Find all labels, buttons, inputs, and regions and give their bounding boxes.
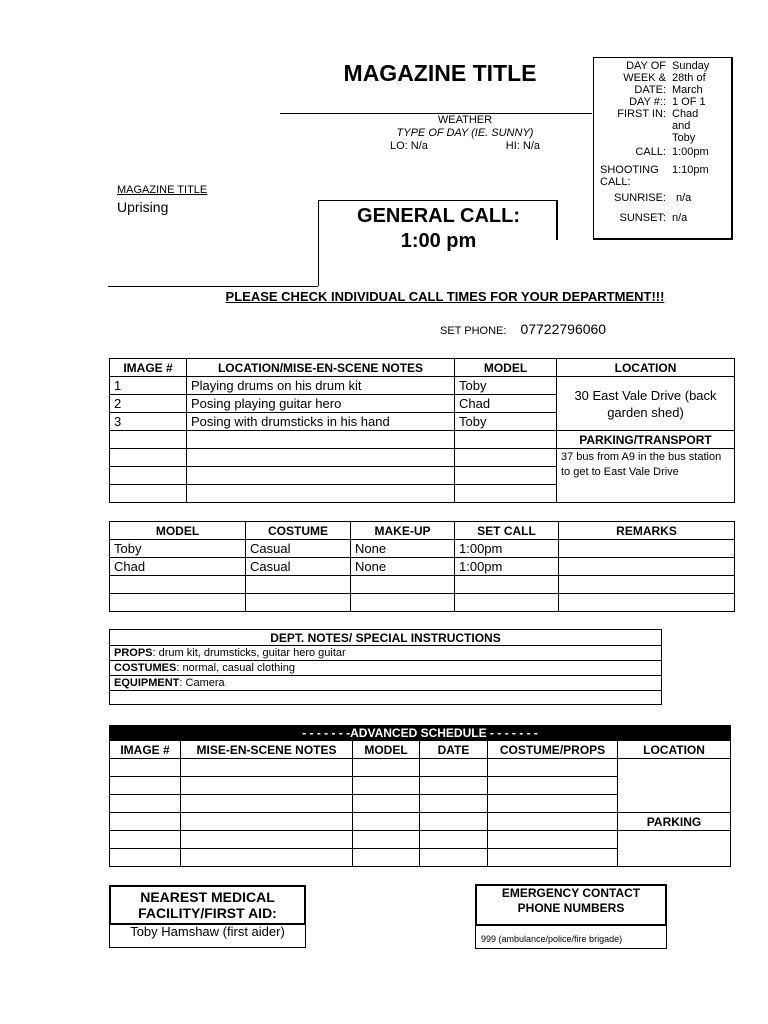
shot-model: Chad <box>455 395 557 413</box>
weather-block <box>340 114 590 153</box>
adv-header-location: LOCATION <box>618 741 731 759</box>
dept-notes-table <box>109 629 662 705</box>
shots-header-model: MODEL <box>455 359 557 377</box>
cast-header-remarks: REMARKS <box>559 522 735 540</box>
adv-header-image: IMAGE # <box>110 741 181 759</box>
sunrise-label: SUNRISE: <box>614 192 666 204</box>
cast-costume: Casual <box>246 558 351 576</box>
medical-facility-value-box <box>109 924 306 948</box>
parking-transport-value: 37 bus from A9 in the bus station to get to East Vale Drive <box>557 449 735 503</box>
shot-image-no: 1 <box>110 377 187 395</box>
advanced-schedule-table <box>109 725 731 867</box>
general-call-tick <box>556 200 558 240</box>
emergency-numbers: 999 (ambulance/police/fire brigade) <box>481 934 623 944</box>
call-times-notice: PLEASE CHECK INDIVIDUAL CALL TIMES FOR YOUR DEPARTMENT!!! <box>225 289 665 304</box>
equipment-note: EQUIPMENT: Camera <box>110 676 662 691</box>
cast-makeup: None <box>351 540 455 558</box>
table-row <box>110 377 735 395</box>
shot-model: Toby <box>455 413 557 431</box>
shot-list-table <box>109 358 735 503</box>
cast-remarks <box>559 558 735 576</box>
cast-table <box>109 521 735 612</box>
table-row <box>110 594 735 612</box>
weather-lo: LO: N/a <box>390 140 428 152</box>
weather-label: WEATHER <box>437 114 493 126</box>
shots-header-notes: LOCATION/MISE-EN-SCENE NOTES <box>187 359 455 377</box>
day-of-week-label: DAY OF WEEK & DATE: <box>623 60 666 96</box>
dept-notes-header: DEPT. NOTES/ SPECIAL INSTRUCTIONS <box>110 630 662 646</box>
cast-set-call: 1:00pm <box>455 540 559 558</box>
cast-header-costume: COSTUME <box>246 522 351 540</box>
shot-notes: Posing with drumsticks in his hand <box>187 413 455 431</box>
shooting-call-value: 1:10pm <box>672 164 709 176</box>
adv-parking-header: PARKING <box>618 813 731 831</box>
general-call-time: 1:00 pm <box>400 230 477 252</box>
table-row <box>110 831 731 849</box>
cast-set-call: 1:00pm <box>455 558 559 576</box>
left-divider <box>108 286 318 287</box>
page-title: MAGAZINE TITLE <box>343 60 537 86</box>
shot-image-no: 2 <box>110 395 187 413</box>
table-row <box>110 558 735 576</box>
magazine-title-value: Uprising <box>117 199 169 215</box>
adv-header-date: DATE <box>420 741 488 759</box>
adv-header-model: MODEL <box>353 741 420 759</box>
sunrise-value: n/a <box>676 192 692 204</box>
type-of-day: TYPE OF DAY (IE. SUNNY) <box>396 127 534 139</box>
table-row <box>110 759 731 777</box>
first-in-label: FIRST IN: <box>617 108 666 120</box>
set-phone <box>440 321 606 337</box>
table-row <box>110 576 735 594</box>
shooting-call-label: SHOOTING CALL: <box>600 164 659 188</box>
shot-image-no: 3 <box>110 413 187 431</box>
shot-model: Toby <box>455 377 557 395</box>
shots-header-location: LOCATION <box>557 359 735 377</box>
set-phone-label: SET PHONE: <box>440 325 507 337</box>
table-row <box>110 661 662 676</box>
cast-model: Toby <box>110 540 246 558</box>
call-info-box <box>593 57 733 240</box>
props-note: PROPS: drum kit, drumsticks, guitar hero guitar <box>110 646 662 661</box>
medical-facility-box <box>109 885 306 925</box>
table-row <box>110 646 662 661</box>
sunset-label: SUNSET: <box>619 212 666 224</box>
emergency-contact-value-box <box>475 925 667 949</box>
cast-header-set-call: SET CALL <box>455 522 559 540</box>
day-number-value: 1 OF 1 <box>672 96 706 108</box>
advanced-schedule-header: - - - - - - -ADVANCED SCHEDULE - - - - - - - <box>110 726 731 741</box>
costumes-note: COSTUMES: normal, casual clothing <box>110 661 662 676</box>
sunset-value: n/a <box>672 212 688 224</box>
table-row <box>110 691 662 705</box>
table-row <box>110 540 735 558</box>
cast-header-model: MODEL <box>110 522 246 540</box>
first-in-value: Chad and Toby <box>672 108 699 144</box>
table-row <box>110 676 662 691</box>
shot-notes: Posing playing guitar hero <box>187 395 455 413</box>
emergency-contact-box <box>475 884 667 926</box>
parking-transport-header: PARKING/TRANSPORT <box>557 431 735 449</box>
shots-header-image: IMAGE # <box>110 359 187 377</box>
call-label: CALL: <box>635 146 666 158</box>
cast-makeup: None <box>351 558 455 576</box>
magazine-title-label: MAGAZINE TITLE <box>117 184 208 196</box>
general-call-label: GENERAL CALL: <box>357 205 520 227</box>
weather-hi: HI: N/a <box>505 140 540 152</box>
shot-location: 30 East Vale Drive (back garden shed) <box>557 377 735 431</box>
cast-remarks <box>559 540 735 558</box>
call-value: 1:00pm <box>672 146 709 158</box>
adv-parking-cell <box>618 831 731 867</box>
day-number-label: DAY #:: <box>629 96 666 108</box>
shot-notes: Playing drums on his drum kit <box>187 377 455 395</box>
adv-location-cell <box>618 759 731 813</box>
general-call-box <box>318 200 558 286</box>
first-aider: Toby Hamshaw (first aider) <box>130 924 285 939</box>
table-row <box>110 813 731 831</box>
medical-facility-header: NEAREST MEDICAL FACILITY/FIRST AID: <box>138 889 277 921</box>
set-phone-number: 07722796060 <box>520 321 607 337</box>
cast-costume: Casual <box>246 540 351 558</box>
cast-header-makeup: MAKE-UP <box>351 522 455 540</box>
adv-header-costume-props: COSTUME/PROPS <box>488 741 618 759</box>
cast-model: Chad <box>110 558 246 576</box>
day-of-week-value: Sunday 28th of March <box>672 60 710 96</box>
table-row <box>110 431 735 449</box>
adv-header-notes: MISE-EN-SCENE NOTES <box>181 741 353 759</box>
emergency-contact-header: EMERGENCY CONTACT PHONE NUMBERS <box>501 886 641 915</box>
table-row <box>110 449 735 467</box>
